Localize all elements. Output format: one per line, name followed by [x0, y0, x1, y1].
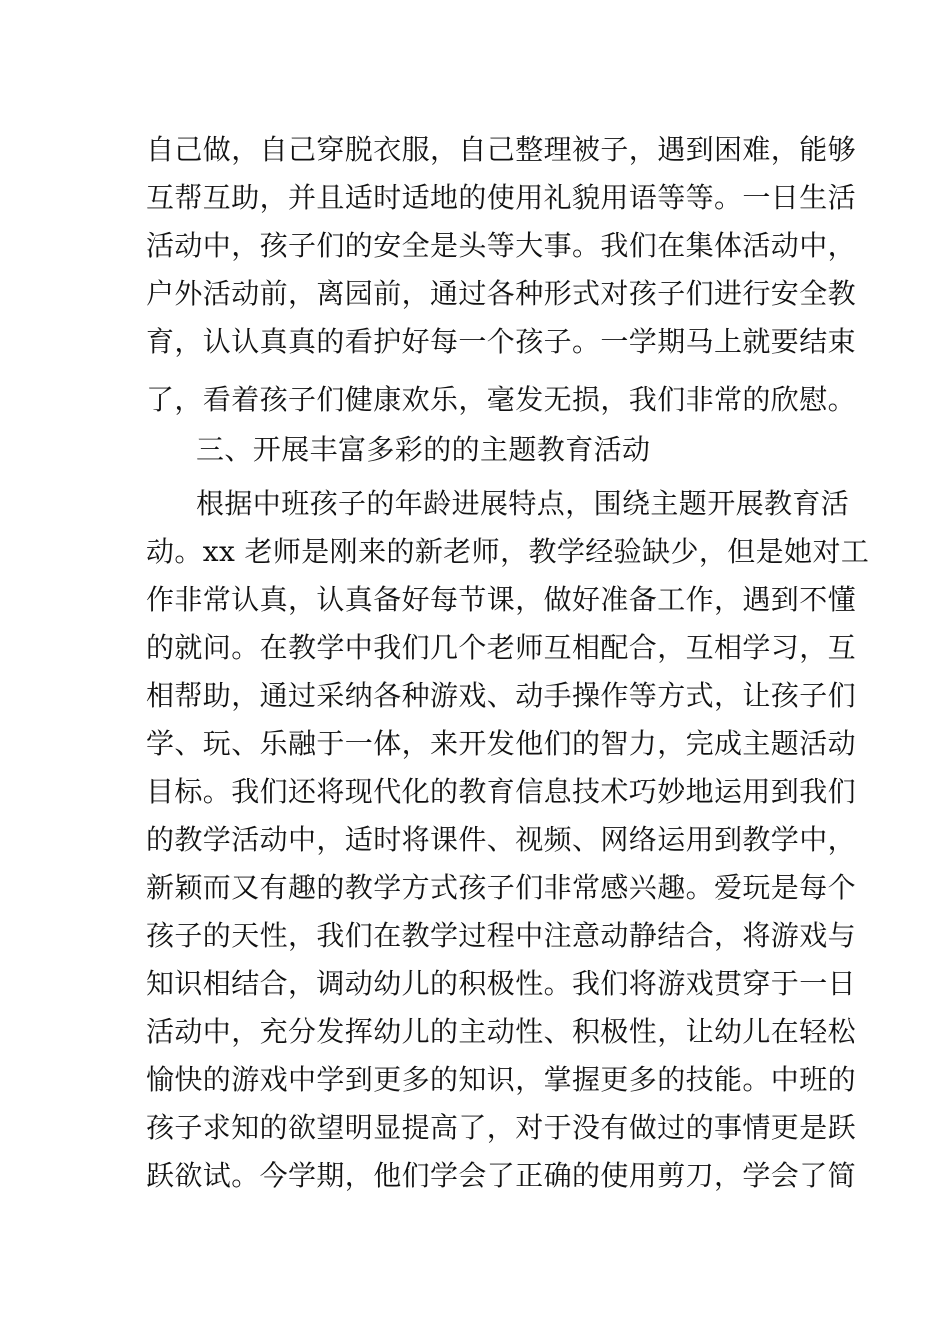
text-line: 学、玩、乐融于一体，来开发他们的智力，完成主题活动 — [146, 727, 857, 760]
text-line: 孩子求知的欲望明显提高了，对于没有做过的事情更是跃 — [146, 1111, 857, 1144]
text-line: 相帮助，通过采纳各种游戏、动手操作等方式，让孩子们 — [146, 679, 857, 712]
text-line: 了，看着孩子们健康欢乐，毫发无损，我们非常的欣慰。 — [146, 383, 857, 416]
text-line: 互帮互助，并且适时适地的使用礼貌用语等等。一日生活 — [146, 181, 857, 214]
text-line: 作非常认真，认真备好每节课，做好准备工作，遇到不懂 — [146, 583, 857, 616]
text-line: 根据中班孩子的年龄进展特点，围绕主题开展教育活 — [196, 487, 850, 520]
text-line: 的教学活动中，适时将课件、视频、网络运用到教学中， — [146, 823, 857, 856]
text-line: 目标。我们还将现代化的教育信息技术巧妙地运用到我们 — [146, 775, 857, 808]
text-line: 自己做，自己穿脱衣服，自己整理被子，遇到困难，能够 — [146, 133, 857, 166]
text-line: 活动中，孩子们的安全是头等大事。我们在集体活动中， — [146, 229, 857, 262]
text-line: 孩子的天性，我们在教学过程中注意动静结合，将游戏与 — [146, 919, 857, 952]
text-line: 动。xx 老师是刚来的新老师，教学经验缺少，但是她对工 — [146, 535, 870, 568]
text-line: 新颖而又有趣的教学方式孩子们非常感兴趣。爱玩是每个 — [146, 871, 857, 904]
text-line: 活动中，充分发挥幼儿的主动性、积极性，让幼儿在轻松 — [146, 1015, 857, 1048]
text-line: 户外活动前，离园前，通过各种形式对孩子们进行安全教 — [146, 277, 857, 310]
text-line: 知识相结合，调动幼儿的积极性。我们将游戏贯穿于一日 — [146, 967, 857, 1000]
text-line: 育，认认真真的看护好每一个孩子。一学期马上就要结束 — [146, 325, 857, 358]
text-line: 愉快的游戏中学到更多的知识，掌握更多的技能。中班的 — [146, 1063, 857, 1096]
text-line: 跃欲试。今学期，他们学会了正确的使用剪刀，学会了简 — [146, 1159, 857, 1192]
section-heading: 三、开展丰富多彩的的主题教育活动 — [196, 433, 651, 466]
text-line: 的就问。在教学中我们几个老师互相配合，互相学习，互 — [146, 631, 857, 664]
